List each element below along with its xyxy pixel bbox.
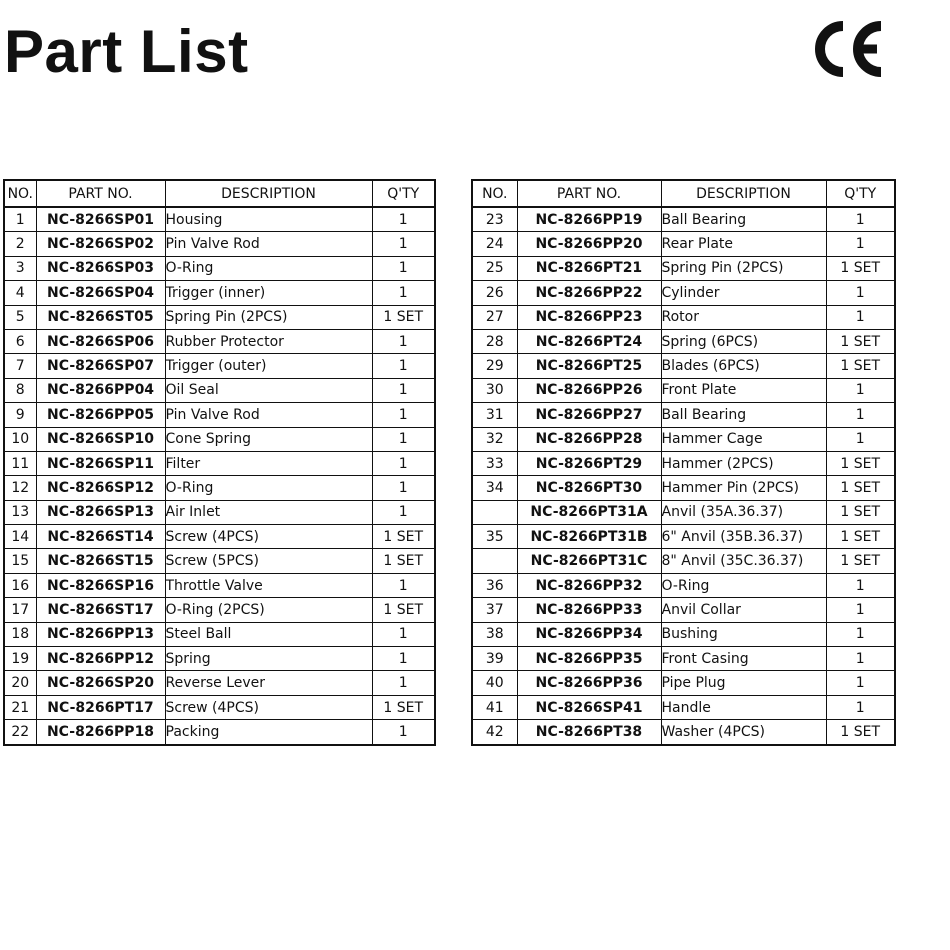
- row-description: Handle: [661, 695, 826, 719]
- parts-table-left: [3, 179, 436, 746]
- row-qty: 1 SET: [826, 256, 895, 280]
- row-qty: 1: [372, 500, 435, 524]
- row-part-no: NC-8266SP01: [36, 207, 165, 232]
- row-description: Blades (6PCS): [661, 354, 826, 378]
- table-row: [4, 573, 435, 597]
- header-description: DESCRIPTION: [661, 180, 826, 207]
- table-row: [472, 647, 895, 671]
- row-no: 35: [472, 525, 517, 549]
- row-qty: 1: [826, 647, 895, 671]
- row-no: 6: [4, 329, 36, 353]
- row-part-no: NC-8266PT38: [517, 720, 661, 745]
- row-description: Spring (6PCS): [661, 329, 826, 353]
- row-description: Front Casing: [661, 647, 826, 671]
- row-qty: 1: [372, 256, 435, 280]
- table-row: [4, 476, 435, 500]
- row-part-no: NC-8266ST05: [36, 305, 165, 329]
- row-description: Reverse Lever: [165, 671, 372, 695]
- table-row: [4, 549, 435, 573]
- table-row: [472, 525, 895, 549]
- row-part-no: NC-8266PT31C: [517, 549, 661, 573]
- row-part-no: NC-8266PP28: [517, 427, 661, 451]
- row-qty: 1 SET: [372, 598, 435, 622]
- row-no: 1: [4, 207, 36, 232]
- row-part-no: NC-8266PP22: [517, 281, 661, 305]
- table-row: [4, 598, 435, 622]
- table-row: [4, 720, 435, 745]
- row-description: Screw (4PCS): [165, 525, 372, 549]
- row-description: Cone Spring: [165, 427, 372, 451]
- row-part-no: NC-8266PP36: [517, 671, 661, 695]
- table-row: [472, 695, 895, 719]
- parts-table-right: [471, 179, 896, 746]
- row-part-no: NC-8266SP41: [517, 695, 661, 719]
- header-qty: Q'TY: [372, 180, 435, 207]
- row-qty: 1: [372, 354, 435, 378]
- table-row: [472, 427, 895, 451]
- row-qty: 1: [372, 451, 435, 475]
- row-description: Oil Seal: [165, 378, 372, 402]
- table-row: [4, 500, 435, 524]
- table-row: [472, 720, 895, 745]
- table-header-row: [472, 180, 895, 207]
- table-row: [472, 598, 895, 622]
- row-description: Throttle Valve: [165, 573, 372, 597]
- row-part-no: NC-8266PT29: [517, 451, 661, 475]
- ce-mark-logo: [810, 18, 886, 80]
- row-description: O-Ring (2PCS): [165, 598, 372, 622]
- row-no: 5: [4, 305, 36, 329]
- row-description: Pin Valve Rod: [165, 232, 372, 256]
- table-row: [472, 281, 895, 305]
- row-qty: 1 SET: [826, 354, 895, 378]
- table-row: [4, 403, 435, 427]
- row-description: Hammer Pin (2PCS): [661, 476, 826, 500]
- header-part-no: PART NO.: [36, 180, 165, 207]
- row-part-no: NC-8266PT31B: [517, 525, 661, 549]
- row-no: 7: [4, 354, 36, 378]
- row-qty: 1: [372, 403, 435, 427]
- row-no: 42: [472, 720, 517, 745]
- row-part-no: NC-8266PP23: [517, 305, 661, 329]
- row-no: 16: [4, 573, 36, 597]
- row-no: 20: [4, 671, 36, 695]
- row-part-no: NC-8266ST15: [36, 549, 165, 573]
- row-description: O-Ring: [661, 573, 826, 597]
- row-part-no: NC-8266PT21: [517, 256, 661, 280]
- row-description: Trigger (outer): [165, 354, 372, 378]
- row-qty: 1: [372, 329, 435, 353]
- row-no: 17: [4, 598, 36, 622]
- table-row: [4, 207, 435, 232]
- row-part-no: NC-8266PP34: [517, 622, 661, 646]
- page-title: Part List: [4, 18, 249, 85]
- row-description: Filter: [165, 451, 372, 475]
- table-row: [472, 549, 895, 573]
- row-description: Pipe Plug: [661, 671, 826, 695]
- row-part-no: NC-8266PP05: [36, 403, 165, 427]
- row-part-no: NC-8266PP20: [517, 232, 661, 256]
- row-qty: 1: [826, 622, 895, 646]
- row-qty: 1: [372, 622, 435, 646]
- row-no: 34: [472, 476, 517, 500]
- table-row: [472, 232, 895, 256]
- row-part-no: NC-8266PP19: [517, 207, 661, 232]
- row-qty: 1: [826, 207, 895, 232]
- row-no: 32: [472, 427, 517, 451]
- row-part-no: NC-8266PP26: [517, 378, 661, 402]
- row-qty: 1: [826, 427, 895, 451]
- row-part-no: NC-8266PP32: [517, 573, 661, 597]
- table-row: [472, 622, 895, 646]
- row-description: Screw (4PCS): [165, 695, 372, 719]
- row-qty: 1 SET: [372, 549, 435, 573]
- row-part-no: NC-8266SP04: [36, 281, 165, 305]
- row-description: Screw (5PCS): [165, 549, 372, 573]
- table-row: [472, 671, 895, 695]
- row-qty: 1 SET: [826, 329, 895, 353]
- row-description: Bushing: [661, 622, 826, 646]
- row-qty: 1 SET: [372, 695, 435, 719]
- table-row: [4, 281, 435, 305]
- row-no: 13: [4, 500, 36, 524]
- row-part-no: NC-8266PP18: [36, 720, 165, 745]
- row-no: 11: [4, 451, 36, 475]
- row-no: 33: [472, 451, 517, 475]
- row-no: 37: [472, 598, 517, 622]
- row-no: 15: [4, 549, 36, 573]
- row-description: Ball Bearing: [661, 207, 826, 232]
- table-row: [4, 256, 435, 280]
- row-no: 36: [472, 573, 517, 597]
- row-no: 27: [472, 305, 517, 329]
- row-qty: 1: [826, 695, 895, 719]
- row-part-no: NC-8266SP20: [36, 671, 165, 695]
- table-row: [472, 500, 895, 524]
- row-part-no: NC-8266SP13: [36, 500, 165, 524]
- row-part-no: NC-8266PP27: [517, 403, 661, 427]
- row-no: 25: [472, 256, 517, 280]
- row-description: Air Inlet: [165, 500, 372, 524]
- row-qty: 1: [372, 476, 435, 500]
- table-row: [4, 329, 435, 353]
- row-no: 30: [472, 378, 517, 402]
- row-description: Pin Valve Rod: [165, 403, 372, 427]
- table-row: [4, 671, 435, 695]
- row-description: Trigger (inner): [165, 281, 372, 305]
- row-qty: 1: [826, 573, 895, 597]
- row-part-no: NC-8266PT30: [517, 476, 661, 500]
- row-no: 40: [472, 671, 517, 695]
- table-row: [472, 573, 895, 597]
- row-qty: 1: [372, 281, 435, 305]
- row-no: 4: [4, 281, 36, 305]
- row-no: 28: [472, 329, 517, 353]
- table-row: [4, 427, 435, 451]
- table-row: [4, 622, 435, 646]
- table-row: [4, 232, 435, 256]
- row-part-no: NC-8266PT24: [517, 329, 661, 353]
- row-qty: 1: [372, 647, 435, 671]
- row-description: Hammer Cage: [661, 427, 826, 451]
- table-row: [4, 525, 435, 549]
- row-part-no: NC-8266ST14: [36, 525, 165, 549]
- row-description: O-Ring: [165, 256, 372, 280]
- row-qty: 1 SET: [372, 525, 435, 549]
- row-description: Spring Pin (2PCS): [165, 305, 372, 329]
- row-part-no: NC-8266PP12: [36, 647, 165, 671]
- row-no: 29: [472, 354, 517, 378]
- header-description: DESCRIPTION: [165, 180, 372, 207]
- row-no: [472, 500, 517, 524]
- row-qty: 1 SET: [826, 476, 895, 500]
- row-description: Anvil (35A.36.37): [661, 500, 826, 524]
- row-qty: 1: [826, 598, 895, 622]
- row-part-no: NC-8266PP33: [517, 598, 661, 622]
- row-description: Cylinder: [661, 281, 826, 305]
- row-part-no: NC-8266SP06: [36, 329, 165, 353]
- row-no: 12: [4, 476, 36, 500]
- row-qty: 1: [826, 378, 895, 402]
- row-description: 8" Anvil (35C.36.37): [661, 549, 826, 573]
- row-no: 39: [472, 647, 517, 671]
- header-qty: Q'TY: [826, 180, 895, 207]
- table-header-row: [4, 180, 435, 207]
- row-part-no: NC-8266SP07: [36, 354, 165, 378]
- row-no: 41: [472, 695, 517, 719]
- table-row: [472, 476, 895, 500]
- row-part-no: NC-8266PP13: [36, 622, 165, 646]
- row-description: 6" Anvil (35B.36.37): [661, 525, 826, 549]
- row-qty: 1: [826, 232, 895, 256]
- row-part-no: NC-8266SP02: [36, 232, 165, 256]
- table-row: [472, 354, 895, 378]
- row-qty: 1 SET: [826, 720, 895, 745]
- row-qty: 1 SET: [826, 549, 895, 573]
- row-description: Packing: [165, 720, 372, 745]
- row-no: 10: [4, 427, 36, 451]
- row-no: 31: [472, 403, 517, 427]
- table-row: [4, 354, 435, 378]
- row-qty: 1 SET: [826, 525, 895, 549]
- table-row: [472, 256, 895, 280]
- row-description: Hammer (2PCS): [661, 451, 826, 475]
- table-row: [472, 305, 895, 329]
- row-no: 26: [472, 281, 517, 305]
- table-row: [472, 329, 895, 353]
- row-qty: 1 SET: [372, 305, 435, 329]
- header-no: NO.: [4, 180, 36, 207]
- row-qty: 1: [826, 671, 895, 695]
- row-no: 24: [472, 232, 517, 256]
- row-description: Spring Pin (2PCS): [661, 256, 826, 280]
- row-description: Rubber Protector: [165, 329, 372, 353]
- row-no: 23: [472, 207, 517, 232]
- row-no: 3: [4, 256, 36, 280]
- row-qty: 1: [372, 378, 435, 402]
- row-part-no: NC-8266SP11: [36, 451, 165, 475]
- row-part-no: NC-8266PT31A: [517, 500, 661, 524]
- table-row: [472, 403, 895, 427]
- table-row: [4, 695, 435, 719]
- row-description: Spring: [165, 647, 372, 671]
- row-description: Washer (4PCS): [661, 720, 826, 745]
- row-part-no: NC-8266ST17: [36, 598, 165, 622]
- row-part-no: NC-8266PT25: [517, 354, 661, 378]
- row-qty: 1: [826, 305, 895, 329]
- row-no: 14: [4, 525, 36, 549]
- table-row: [472, 207, 895, 232]
- row-no: 2: [4, 232, 36, 256]
- row-no: 22: [4, 720, 36, 745]
- row-no: 21: [4, 695, 36, 719]
- row-qty: 1: [826, 281, 895, 305]
- row-description: O-Ring: [165, 476, 372, 500]
- row-qty: 1: [372, 207, 435, 232]
- row-qty: 1: [372, 573, 435, 597]
- row-description: Rear Plate: [661, 232, 826, 256]
- row-no: 38: [472, 622, 517, 646]
- row-qty: 1 SET: [826, 451, 895, 475]
- row-no: 8: [4, 378, 36, 402]
- row-description: Ball Bearing: [661, 403, 826, 427]
- row-part-no: NC-8266SP10: [36, 427, 165, 451]
- row-no: 18: [4, 622, 36, 646]
- row-part-no: NC-8266SP03: [36, 256, 165, 280]
- row-part-no: NC-8266PP04: [36, 378, 165, 402]
- row-qty: 1: [372, 232, 435, 256]
- table-row: [4, 451, 435, 475]
- row-qty: 1: [372, 427, 435, 451]
- row-description: Housing: [165, 207, 372, 232]
- row-description: Front Plate: [661, 378, 826, 402]
- row-no: 19: [4, 647, 36, 671]
- row-part-no: NC-8266SP12: [36, 476, 165, 500]
- row-description: Anvil Collar: [661, 598, 826, 622]
- table-row: [4, 647, 435, 671]
- row-part-no: NC-8266PP35: [517, 647, 661, 671]
- row-description: Rotor: [661, 305, 826, 329]
- row-part-no: NC-8266PT17: [36, 695, 165, 719]
- table-row: [4, 378, 435, 402]
- table-row: [4, 305, 435, 329]
- table-row: [472, 451, 895, 475]
- row-qty: 1: [826, 403, 895, 427]
- row-no: 9: [4, 403, 36, 427]
- row-part-no: NC-8266SP16: [36, 573, 165, 597]
- row-description: Steel Ball: [165, 622, 372, 646]
- row-no: [472, 549, 517, 573]
- header-part-no: PART NO.: [517, 180, 661, 207]
- row-qty: 1: [372, 720, 435, 745]
- row-qty: 1 SET: [826, 500, 895, 524]
- row-qty: 1: [372, 671, 435, 695]
- table-row: [472, 378, 895, 402]
- header-no: NO.: [472, 180, 517, 207]
